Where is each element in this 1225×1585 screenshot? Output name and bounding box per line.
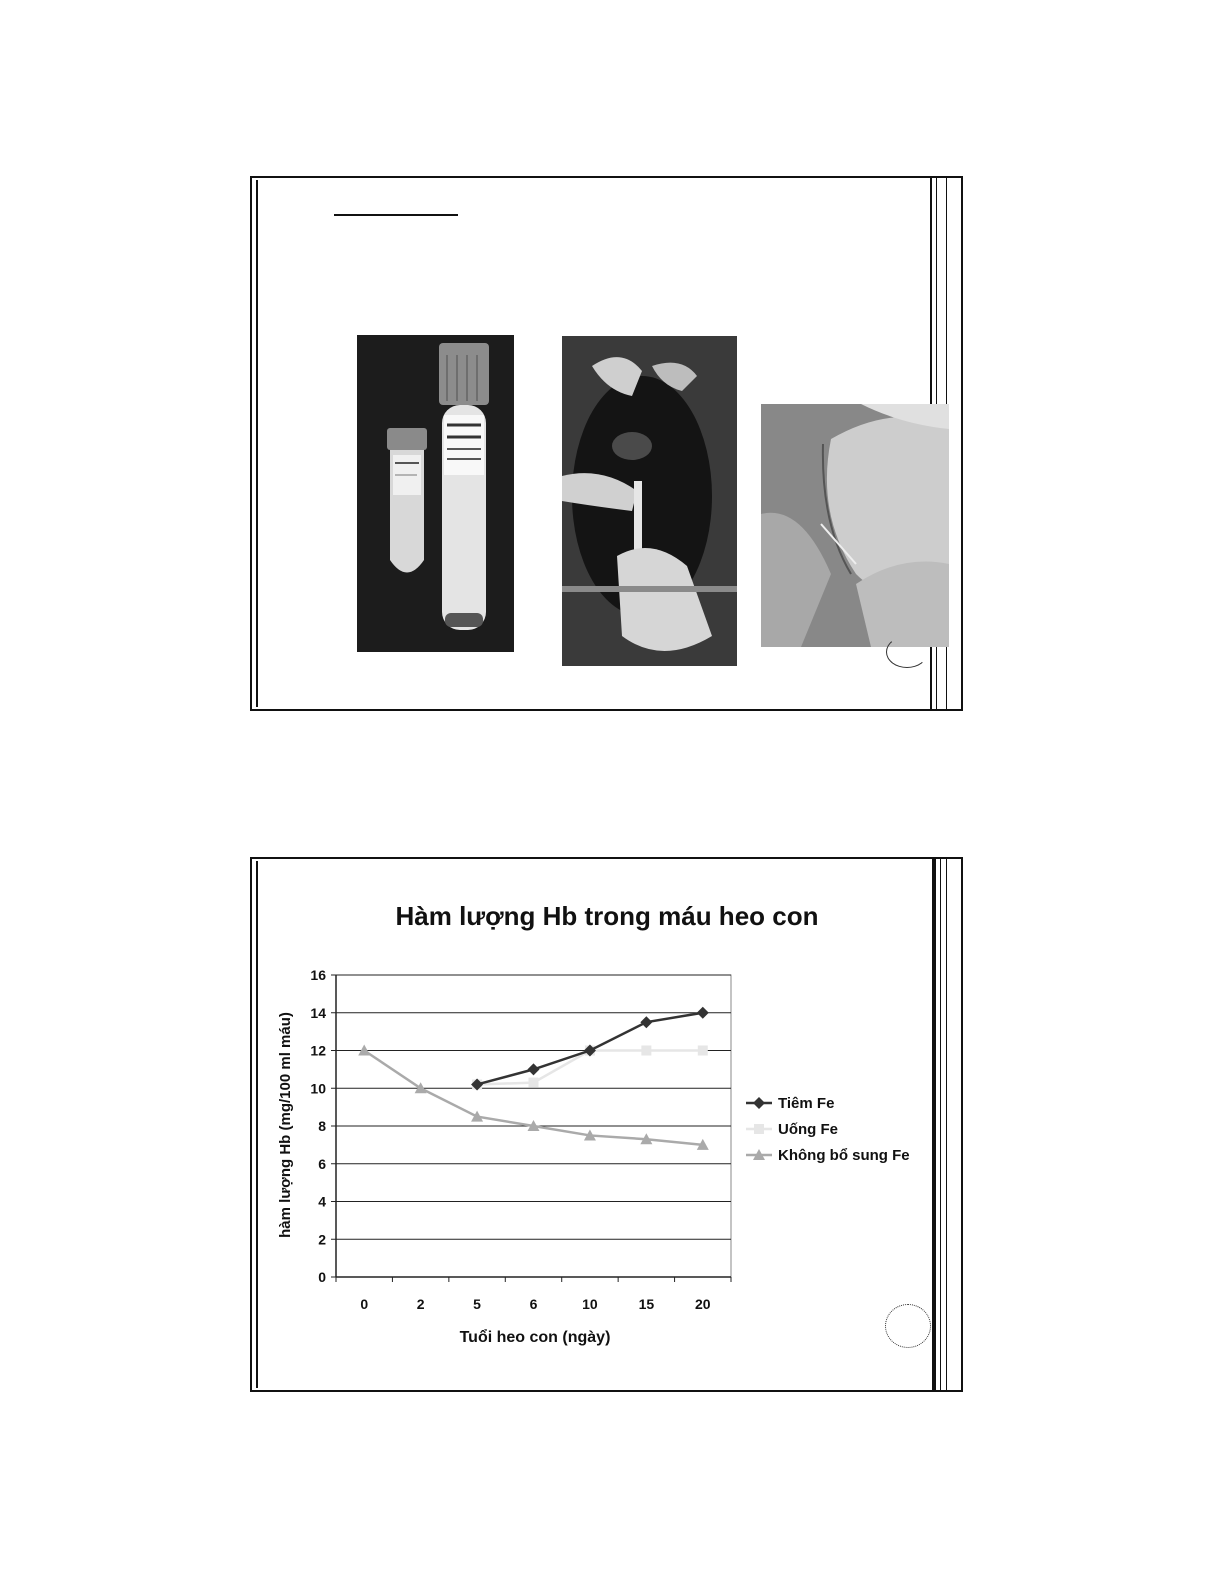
x-tick-label: 6	[529, 1296, 538, 1312]
x-axis-ticks	[336, 1277, 731, 1312]
photo-piglet-blood-draw	[562, 336, 737, 666]
photo-blood-tubes	[357, 335, 514, 652]
slide-photos	[250, 176, 963, 711]
data-point	[698, 1046, 708, 1056]
slide-title-underline	[334, 214, 458, 216]
y-tick-label: 2	[318, 1231, 326, 1248]
data-point	[529, 1078, 539, 1088]
legend-marker	[754, 1124, 764, 1134]
y-axis-ticks	[310, 967, 336, 1285]
y-tick-label: 0	[318, 1269, 326, 1285]
slide-chart	[250, 857, 963, 1392]
data-point	[641, 1046, 651, 1056]
y-tick-label: 6	[318, 1155, 326, 1172]
legend-label: Không bổ sung Fe	[778, 1147, 910, 1164]
chart-legend	[746, 1095, 910, 1164]
x-tick-label: 15	[638, 1296, 655, 1312]
y-tick-label: 16	[310, 967, 326, 983]
data-point	[640, 1016, 652, 1028]
hb-line-chart	[252, 859, 961, 1390]
x-tick-label: 0	[360, 1296, 369, 1312]
slide-border-inner	[256, 180, 258, 707]
x-tick-label: 2	[416, 1296, 425, 1312]
legend-label: Uống Fe	[778, 1121, 838, 1138]
legend-label: Tiêm Fe	[778, 1095, 835, 1112]
y-tick-label: 10	[310, 1080, 326, 1097]
photo-ear-vein	[761, 404, 949, 647]
page-number-circle	[885, 1304, 931, 1348]
page-number-circle	[886, 636, 928, 668]
y-tick-label: 12	[310, 1042, 326, 1059]
y-tick-label: 14	[310, 1004, 326, 1021]
data-point	[697, 1007, 709, 1019]
x-tick-label: 20	[694, 1296, 711, 1312]
x-tick-label: 10	[582, 1296, 598, 1312]
y-tick-label: 4	[318, 1193, 326, 1210]
legend-marker	[753, 1097, 765, 1109]
x-tick-label: 5	[473, 1296, 481, 1312]
chart-series	[358, 1007, 709, 1150]
chart-title: Hàm lượng Hb trong máu heo con	[395, 901, 819, 931]
x-axis-label: Tuổi heo con (ngày)	[459, 1329, 611, 1346]
y-axis-label: hàm lượng Hb (mg/100 ml máu)	[277, 1012, 294, 1238]
data-point	[528, 1063, 540, 1075]
y-tick-label: 8	[318, 1118, 326, 1134]
